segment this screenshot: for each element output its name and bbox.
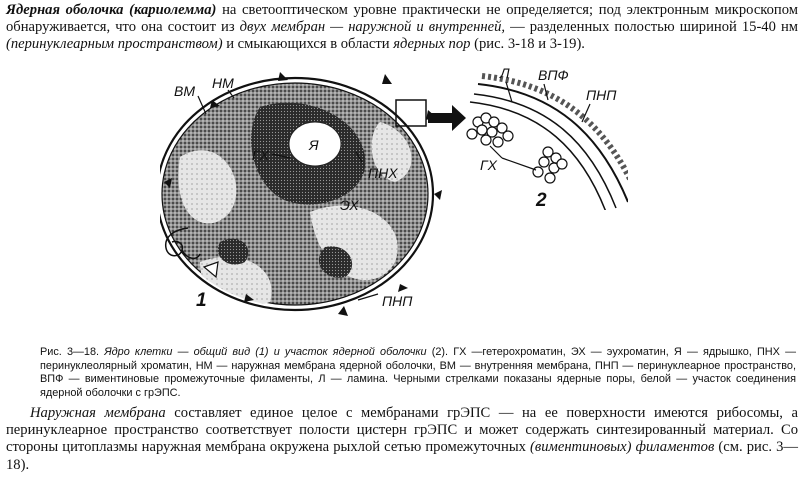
pore-arrow (278, 72, 288, 81)
caption-prefix: Рис. 3—18. (40, 346, 105, 358)
label-pnp-detail: ПНП (586, 87, 617, 103)
outer-italic-2: (виментиновых) филаментов (530, 439, 715, 456)
term-karyolemma: Ядерная оболочка (кариолемма) (6, 2, 217, 18)
envelope-detail-drawing (467, 65, 630, 212)
intro-italic-2: (перинуклеарным пространством) (6, 36, 223, 53)
outer-text-2: (см. рис. 3—18). (6, 439, 798, 473)
pore-arrow (434, 190, 442, 200)
intro-italic-1: двух мембран — наружной и внутренней, (239, 19, 506, 36)
outer-text-1: составляет единое целое с мембранами грЭПС — на ее поверхности имеются рибосомы, а перинуклеарное пространство соответствует полости цистерн грЭПС и может содержать синтезированный материал. Со стороны цитоплазмы наружная мембрана окружена рыхлой сетью промежуточных (6, 405, 798, 456)
label-gx-detail: ГХ (480, 157, 497, 173)
label-eh: ЭХ (340, 197, 359, 213)
outer-italic-1: Наружная мембрана (30, 405, 166, 421)
pore-arrow (382, 74, 392, 84)
caption-text: (2). ГХ —гетерохроматин, ЭХ — эухроматин, Я — ядрышко, ПНХ — перинуклеолярный хроматин, НМ — наружная мембрана ядерной оболочки, ВМ — внутренняя мембрана, ПНП — перинуклеарное пространство, ВПФ — виментиновые промежуточные филаменты, Л — ламина. Черными стрелками показаны ядерные поры, белой — участок соединения ядерной оболочки с грЭПС. (40, 346, 796, 399)
pore-arrow (398, 284, 408, 292)
nucleus-drawing (160, 72, 442, 316)
leader-line (502, 158, 536, 170)
label-l: Л (500, 65, 510, 81)
label-ya: Я (309, 137, 319, 153)
caption-title: Ядро клетки — общий вид (1) и участок ядерной оболочки (104, 346, 427, 358)
intro-text-2: — разделенных полостью шириной 15-40 нм (505, 19, 798, 36)
outer-membrane-paragraph (6, 405, 798, 474)
intro-paragraph (6, 2, 798, 54)
intro-italic-3: ядерных пор (393, 36, 471, 53)
panel-number-2: 2 (536, 190, 547, 211)
leader-line (506, 82, 512, 102)
intro-text-4: (рис. 3-18 и 3-19). (470, 36, 585, 53)
pore-arrow (338, 306, 348, 316)
panel-number-1: 1 (196, 290, 207, 311)
label-pnp: ПНП (382, 293, 413, 309)
label-vm: ВМ (174, 83, 195, 99)
label-gx: ГХ (252, 147, 269, 163)
nucleus-figure (160, 62, 630, 340)
zoom-arrow (428, 105, 466, 131)
figure-caption (40, 346, 796, 400)
label-nm: НМ (212, 75, 234, 91)
label-vpf: ВПФ (538, 67, 569, 83)
label-pnh: ПНХ (368, 165, 398, 181)
intro-text-3: и смыкающихся в области (222, 36, 394, 53)
intro-text-1: на светооптическом уровне практически не определяется; под электронным микроскопом обнаруживается, что она состоит из (6, 2, 799, 36)
